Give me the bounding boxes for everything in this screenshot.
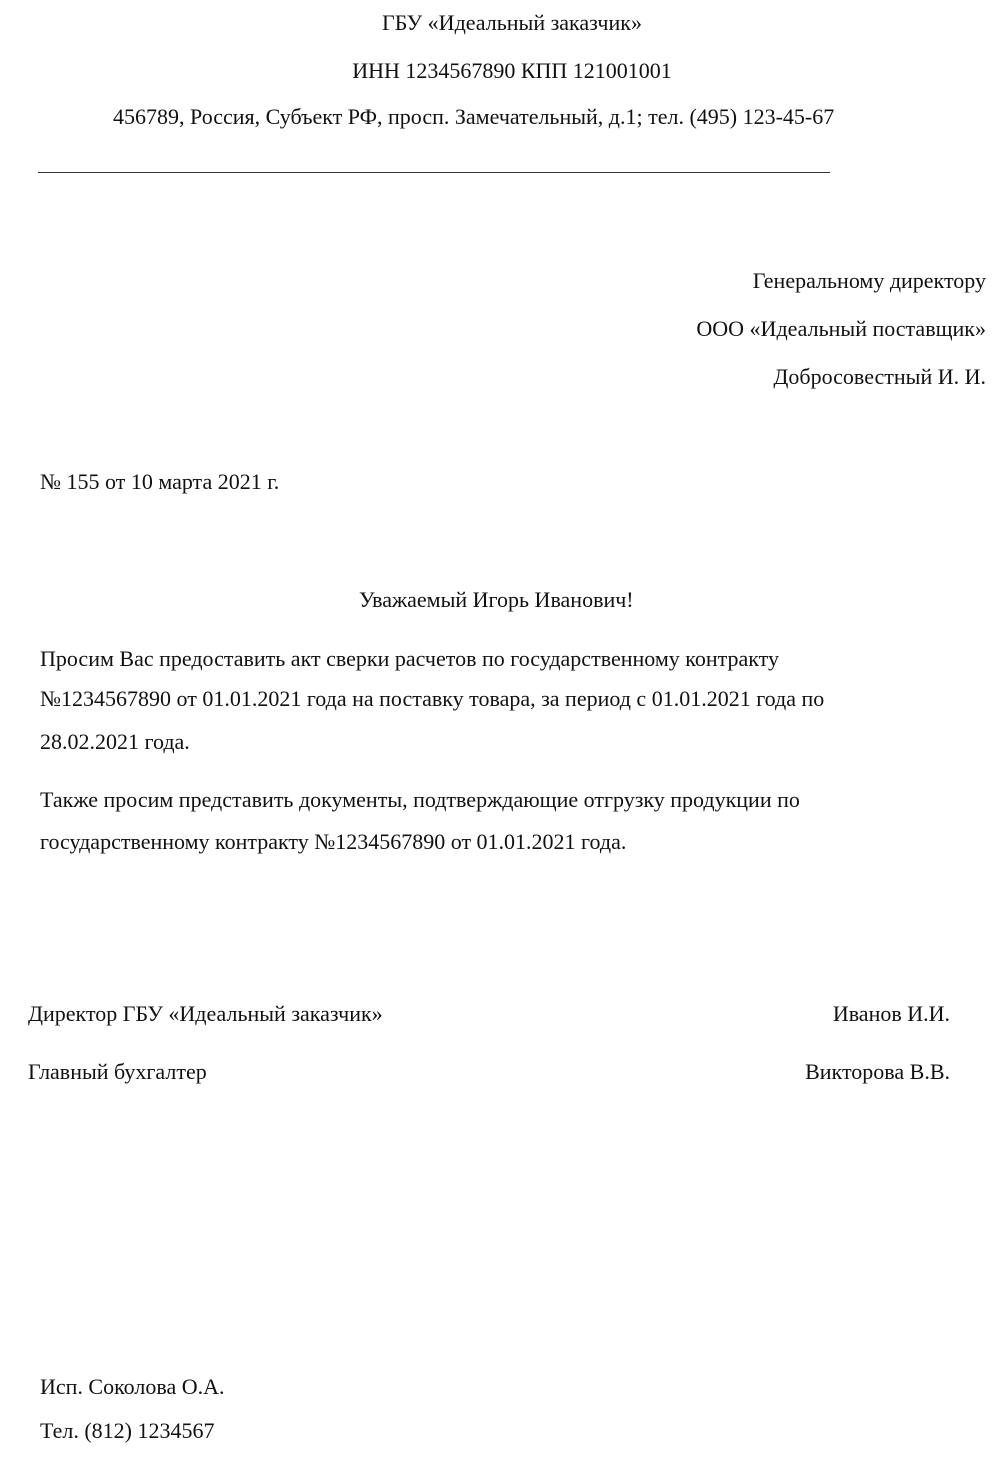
recipient-company: ООО «Идеальный поставщик» <box>696 316 986 341</box>
org-name: ГБУ «Идеальный заказчик» <box>382 10 642 35</box>
body-paragraph-2-line-1: Также просим представить документы, подтверждающие отгрузку продукции по <box>40 787 800 812</box>
recipient-name: Добросовестный И. И. <box>773 364 986 389</box>
signature-name-director: Иванов И.И. <box>832 1001 950 1026</box>
signature-title-accountant: Главный бухгалтер <box>28 1059 207 1084</box>
executor: Исп. Соколова О.А. <box>40 1374 225 1399</box>
body-paragraph-1-line-1: Просим Вас предоставить акт сверки расчетов по государственному контракту <box>40 646 779 671</box>
executor-phone: Тел. (812) 1234567 <box>40 1418 215 1443</box>
header-divider <box>38 172 830 173</box>
greeting: Уважаемый Игорь Иванович! <box>359 587 634 612</box>
recipient-position: Генеральному директору <box>752 268 986 293</box>
org-address: 456789, Россия, Субъект РФ, просп. Замечательный, д.1; тел. (495) 123-45-67 <box>113 104 835 129</box>
body-paragraph-1-line-3: 28.02.2021 года. <box>40 729 190 754</box>
body-paragraph-2-line-2: государственному контракту №1234567890 от 01.01.2021 года. <box>40 829 627 854</box>
inn-kpp: ИНН 1234567890 КПП 121001001 <box>352 58 672 83</box>
signature-name-accountant: Викторова В.В. <box>805 1059 950 1084</box>
body-paragraph-1-line-2: №1234567890 от 01.01.2021 года на поставку товара, за период с 01.01.2021 года по <box>40 686 825 711</box>
signature-title-director: Директор ГБУ «Идеальный заказчик» <box>28 1001 383 1026</box>
letter-reference: № 155 от 10 марта 2021 г. <box>40 469 280 494</box>
